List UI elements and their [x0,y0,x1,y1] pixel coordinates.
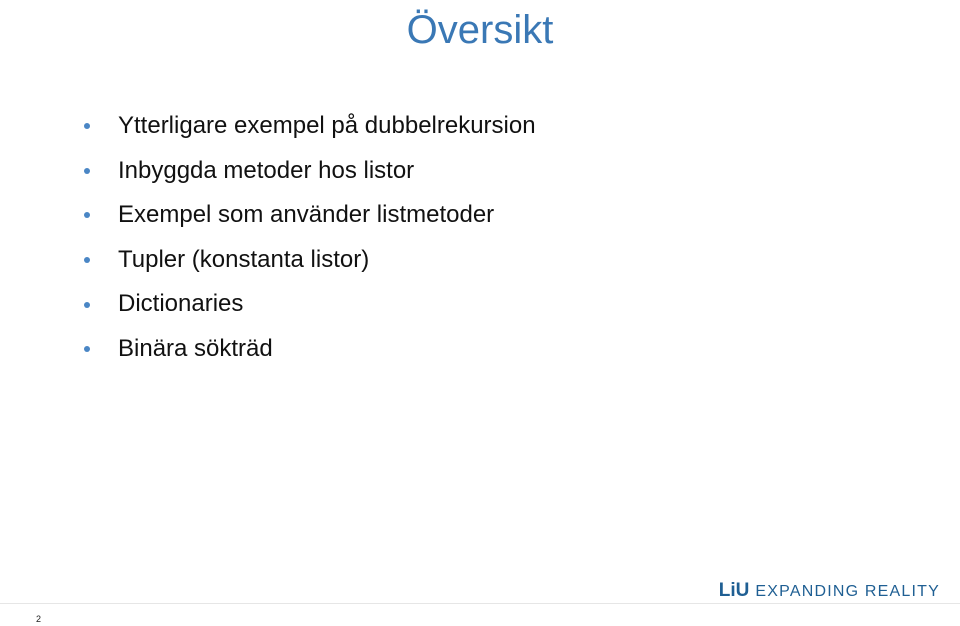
bullet-item [84,149,536,194]
logo-tagline: EXPANDING REALITY [755,583,940,600]
bullet-item [84,327,536,372]
bullet-item [84,104,536,149]
bullet-dot-icon [84,212,90,218]
bullet-dot-icon [84,257,90,263]
bullet-text: Exempel som använder listmetoder [118,201,495,229]
liu-logo [719,580,940,602]
bullet-dot-icon [84,168,90,174]
bullet-dot-icon [84,346,90,352]
bullet-item [84,193,536,238]
bullet-dot-icon [84,302,90,308]
bullet-item [84,238,536,283]
logo-liu-text: LiU [718,580,750,601]
bullet-text: Inbyggda metoder hos listor [118,156,415,184]
bullet-dot-icon [84,123,90,129]
slide-title: Översikt [406,8,554,52]
footer-divider [0,603,960,604]
bullet-text: Binära sökträd [118,334,273,362]
page-number: 2 [36,614,42,624]
bullet-text: Dictionaries [118,290,244,318]
bullet-list [84,104,536,372]
bullet-item [84,282,536,327]
bullet-text: Ytterligare exempel på dubbelrekursion [118,112,536,139]
bullet-text: Tupler (konstanta listor) [118,245,370,273]
